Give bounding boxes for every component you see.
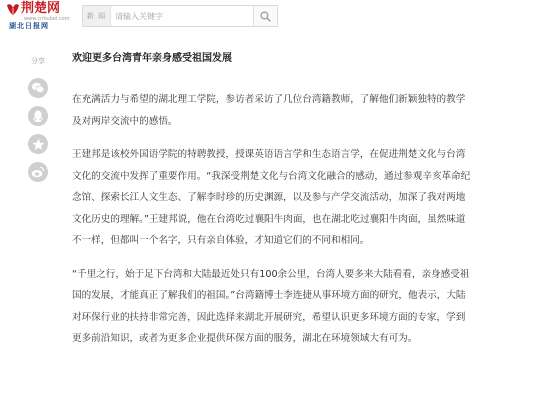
article-paragraph-3: “千里之行，始于足下台湾和大陆最近处只有100余公里，台湾人要多来大陆看看，亲身感受祖国的发展，才能真正了解我们的祖国。”台湾籍博士李连捷从事环境方面的研究，他表示，大陆对环保行业的扶持非常完善，因此选择来湖北开展研究，希望认识更多环境方面的专家，学到更多前沿知识，或者为更多企业提供环保方面的服务，湖北在环境领域大有可为。 [72, 268, 470, 344]
article-paragraph-1: 在充满活力与希望的湖北理工学院，参访者采访了几位台湾籍教师，了解他们新颖独特的教学及对两岸交流中的感悟。 [72, 94, 466, 127]
share-weibo-button[interactable] [28, 162, 48, 182]
share-qq-button[interactable] [28, 106, 48, 126]
qzone-icon [32, 138, 45, 151]
article-body [72, 52, 472, 362]
logo-title: 荆楚网 [21, 1, 61, 16]
weibo-icon [31, 166, 45, 178]
logo-url: www.cnhubei.com [24, 16, 70, 22]
wechat-icon [31, 82, 45, 94]
share-wechat-button[interactable] [28, 78, 48, 98]
site-logo[interactable] [6, 1, 70, 32]
site-header [0, 0, 554, 36]
search-icon [260, 11, 271, 22]
logo-mark-icon [6, 2, 20, 16]
article-title: 欢迎更多台湾青年亲身感受祖国发展 [72, 53, 232, 64]
search-bar [82, 5, 278, 27]
share-qzone-button[interactable] [28, 134, 48, 154]
article-paragraph-2: 王建邦是该校外国语学院的特聘教授，授课英语语言学和生态语言学，在促进荆楚文化与台湾文化的交流中发挥了重要作用。“我深受荆楚文化与台湾文化融合的感动，通过参观辛亥革命纪念馆、探索长江人文生态、了解李时珍的历史渊源，以及参与产学交流活动，加深了我对两地文化历史的理解。”王建邦说，他在台湾吃过襄阳牛肉面，也在湖北吃过襄阳牛肉面，虽然味道不一样，但都叫一个名字，只有亲自体验，才知道它们的不同和相同。 [72, 149, 471, 246]
search-button[interactable] [253, 6, 277, 26]
search-input[interactable] [115, 7, 253, 25]
qq-icon [32, 109, 44, 123]
share-label: 分享 [31, 57, 45, 65]
logo-subtitle: 湖北日报网 [9, 22, 49, 30]
share-bar [26, 56, 50, 66]
search-category-select[interactable]: 新 闻 [83, 6, 111, 26]
